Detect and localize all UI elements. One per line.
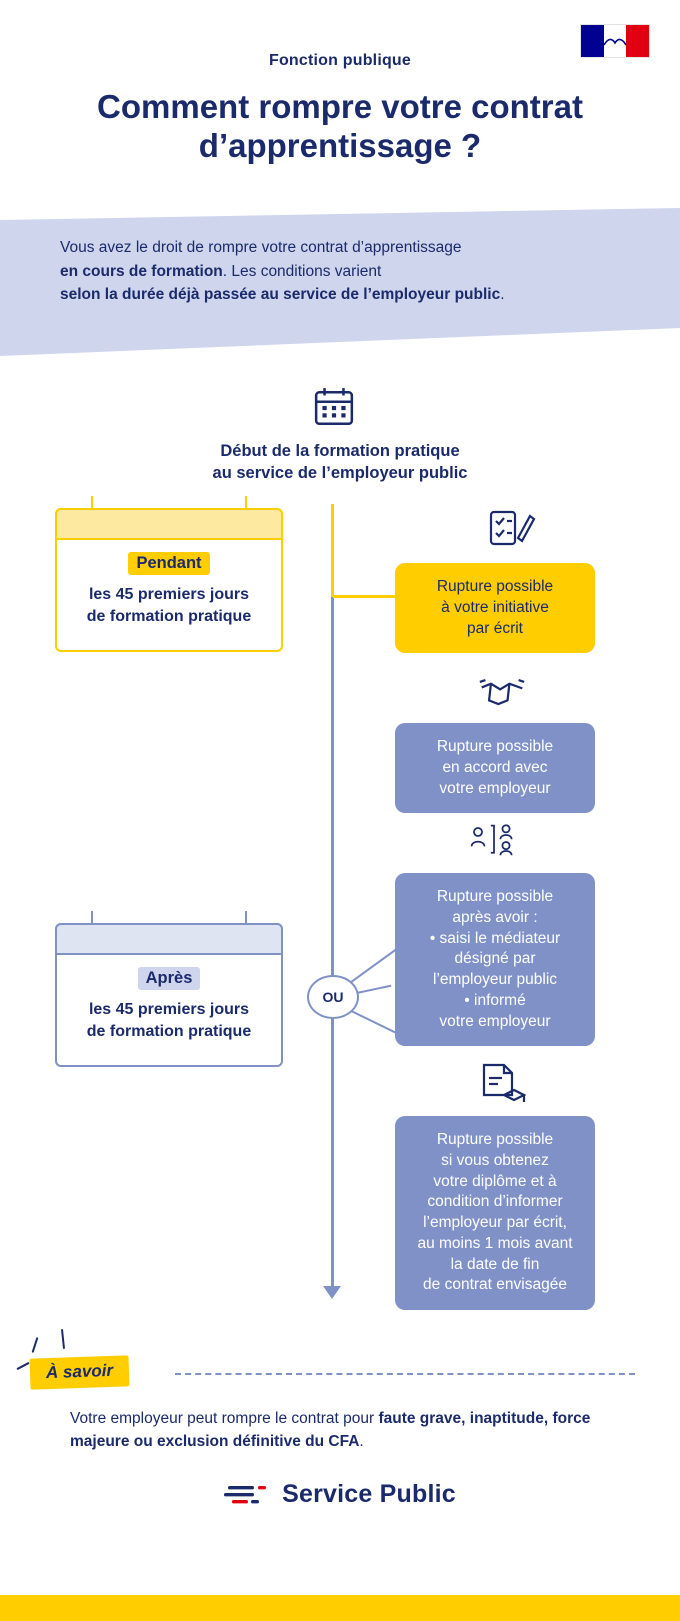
service-public-logo-text: Service Public bbox=[282, 1480, 456, 1508]
outcome-4-line-1: Rupture possible bbox=[436, 1131, 554, 1148]
asavoir-badge: À savoir bbox=[29, 1355, 129, 1389]
outcome-3-line-6: • informé bbox=[464, 991, 526, 1009]
outcome-3-line-7: votre employeur bbox=[439, 1012, 551, 1030]
timeline-arrow-head bbox=[323, 1286, 341, 1299]
marianne-mark-icon bbox=[602, 32, 628, 50]
asavoir-section bbox=[0, 1325, 680, 1455]
outcome-4-line-5: l’employeur par écrit, bbox=[423, 1214, 567, 1232]
diploma-document-icon bbox=[478, 1062, 526, 1106]
service-public-logo-icon bbox=[224, 1481, 270, 1509]
outcome-4-line-2: si vous obtenez bbox=[441, 1151, 549, 1169]
period-highlight-pendant: Pendant bbox=[128, 552, 209, 575]
handshake-icon bbox=[478, 671, 526, 715]
intro-line-1: Vous avez le droit de rompre votre contrat d’apprentissage bbox=[60, 239, 462, 256]
intro-line-3-rest: . bbox=[500, 286, 505, 304]
calendar-icon bbox=[313, 386, 355, 428]
period-card-pendant bbox=[55, 508, 283, 652]
checklist-pencil-icon bbox=[488, 508, 536, 552]
outcome-3-line-2: après avoir : bbox=[452, 908, 538, 926]
ou-label: OU bbox=[322, 989, 344, 1005]
outcome-box-4 bbox=[395, 1116, 595, 1310]
asavoir-text bbox=[0, 1407, 680, 1454]
period-pendant-line-1: les 45 premiers jours bbox=[88, 586, 250, 603]
outcome-4-line-3: votre diplôme et à bbox=[433, 1172, 557, 1190]
asavoir-text-bold-2: inaptitude, force majeure ou exclusion définitive du CFA bbox=[70, 1410, 591, 1451]
outcome-4-line-8: de contrat envisagée bbox=[423, 1276, 567, 1294]
outcome-1-line-1: Rupture possible bbox=[436, 578, 554, 595]
start-label-line-2: au service de l’employeur public bbox=[212, 464, 468, 483]
timeline-axis bbox=[331, 504, 334, 1294]
header bbox=[0, 0, 680, 215]
diagram bbox=[0, 368, 680, 1328]
asavoir-dashed-line bbox=[175, 1373, 635, 1375]
asavoir-text-end: . bbox=[359, 1433, 364, 1451]
start-label-line-1: Début de la formation pratique bbox=[220, 442, 460, 460]
outcome-4-line-7: la date de fin bbox=[450, 1255, 540, 1273]
period-apres-line-2: de formation pratique bbox=[86, 1023, 252, 1041]
footer-logo bbox=[0, 1480, 680, 1509]
intro-text bbox=[0, 236, 680, 307]
period-apres-line-1: les 45 premiers jours bbox=[88, 1001, 250, 1018]
asavoir-text-start: Votre employeur peut rompre le contrat pour bbox=[70, 1410, 379, 1427]
spark-icon-1 bbox=[32, 1337, 39, 1353]
intro-line-2-rest: . Les conditions varient bbox=[222, 262, 382, 280]
outcome-box-1 bbox=[395, 563, 595, 653]
outcome-2-line-3: votre employeur bbox=[439, 779, 551, 797]
intro-line-2-strong: en cours de formation bbox=[60, 262, 223, 280]
outcome-1-line-2: à votre initiative bbox=[441, 598, 549, 616]
outcome-3-line-1: Rupture possible bbox=[436, 888, 554, 905]
outcome-2-line-2: en accord avec bbox=[442, 758, 548, 776]
period-card-apres bbox=[55, 923, 283, 1067]
mediation-people-icon bbox=[470, 818, 518, 862]
period-pendant-line-2: de formation pratique bbox=[86, 608, 252, 626]
kicker-text: Fonction publique bbox=[268, 52, 412, 69]
outcome-box-3 bbox=[395, 873, 595, 1046]
start-label bbox=[110, 440, 570, 485]
french-flag-icon bbox=[580, 24, 650, 58]
outcome-4-line-6: au moins 1 mois avant bbox=[417, 1234, 573, 1252]
outcome-3-line-4: désigné par bbox=[454, 950, 536, 968]
intro-line-3-strong: selon la durée déjà passée au service de l’employeur public bbox=[60, 286, 501, 304]
period-highlight-apres: Après bbox=[138, 967, 201, 990]
ou-node bbox=[307, 975, 359, 1019]
yellow-axis-segment bbox=[331, 504, 334, 597]
outcome-3-line-3: • saisi le médiateur bbox=[429, 929, 561, 947]
spark-icon-2 bbox=[61, 1329, 65, 1349]
outcome-4-line-4: condition d’informer bbox=[427, 1193, 563, 1211]
spark-icon-3 bbox=[16, 1362, 29, 1370]
asavoir-text-bold-1: faute grave, bbox=[378, 1410, 466, 1427]
outcome-3-line-5: l’employeur public bbox=[432, 971, 558, 989]
outcome-1-line-3: par écrit bbox=[467, 619, 523, 637]
outcome-2-line-1: Rupture possible bbox=[436, 738, 554, 755]
bottom-bar bbox=[0, 1595, 680, 1621]
outcome-box-2 bbox=[395, 723, 595, 813]
page-title: Comment rompre votre contrat d’apprentissage ? bbox=[97, 88, 583, 164]
